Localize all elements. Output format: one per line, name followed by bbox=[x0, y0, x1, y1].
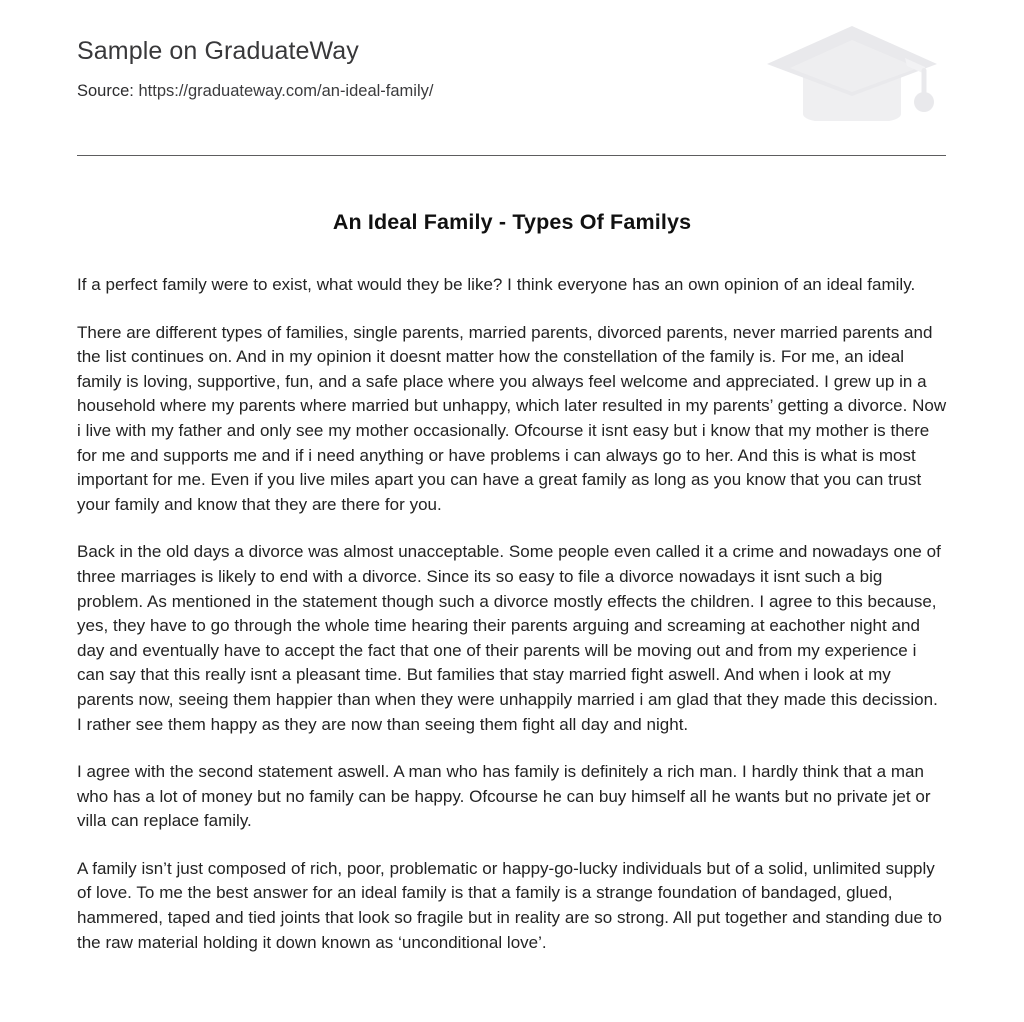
site-header bbox=[77, 0, 947, 104]
article-paragraph: I agree with the second statement aswell. A man who has family is definitely a rich man. I hardly think that a man who has a lot of money but no family can be happy. Ofcourse he can buy himself all he wants but no private jet or villa can replace family. bbox=[77, 762, 931, 831]
article-paragraph: There are different types of families, single parents, married parents, divorced parents, never married parents and the list continues on. And in my opinion it doesnt matter how the constellation of the family is. For me, an ideal family is loving, supportive, fun, and a safe place where you always feel welcome and appreciated. I grew up in a household where my parents where married but unhappy, which later resulted in my parents’ getting a divorce. Now i live with my father and only see my mother occasionally. Ofcourse it isnt easy but i know that my mother is there for me and supports me and if i need anything or have problems i can always go to her. And this is what is most important for me. Even if you live miles apart you can have a great family as long as you know that you can trust your family and know that they are there for you. bbox=[77, 322, 947, 514]
source-url: https://graduateway.com/an-ideal-family/ bbox=[138, 82, 434, 100]
article-body bbox=[77, 273, 947, 955]
source-label: Source: bbox=[77, 82, 134, 100]
article-paragraph: If a perfect family were to exist, what would they be like? I think everyone has an own opinion of an ideal family. bbox=[77, 275, 916, 294]
page-title: An Ideal Family - Types Of Familys bbox=[332, 210, 692, 234]
source-line bbox=[77, 80, 947, 102]
header-divider bbox=[77, 155, 946, 156]
site-name: Sample on GraduateWay bbox=[77, 37, 359, 65]
article-paragraph: Back in the old days a divorce was almost unacceptable. Some people even called it a crime and nowadays one of three marriages is likely to end with a divorce. Since its so easy to file a divorce nowadays it isnt such a big problem. As mentioned in the statement though such a divorce mostly effects the children. I agree to this because, yes, they have to go through the whole time hearing their parents arguing and screaming at eachother night and day and eventually have to accept the fact that one of their parents will be moving out and from my experience i can say that this really isnt a pleasant time. But families that stay married fight aswell. And when i look at my parents now, seeing them happier than when they were unhappily married i am glad that they made this decission. I rather see them happy as they are now than seeing them fight all day and night. bbox=[77, 542, 941, 734]
article-paragraph: A family isn’t just composed of rich, poor, problematic or happy-go-lucky individuals but of a solid, unlimited supply of love. To me the best answer for an ideal family is that a family is a strange foundation of bandaged, glued, hammered, taped and tied joints that look so fragile but in reality are so strong. All put together and standing due to the raw material holding it down known as ‘unconditional love’. bbox=[77, 858, 942, 952]
